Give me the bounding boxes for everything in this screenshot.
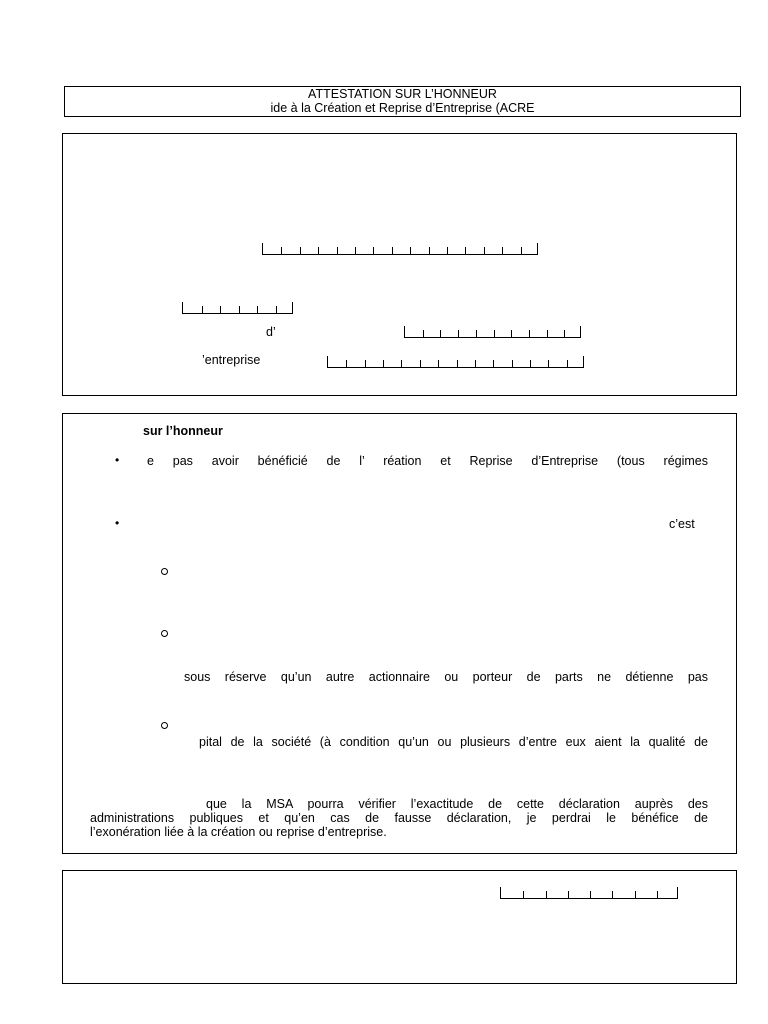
comb-cell-divider xyxy=(300,247,301,254)
comb-cell-divider xyxy=(548,360,549,367)
comb-cell-divider xyxy=(568,891,569,898)
comb-cell-divider xyxy=(355,247,356,254)
comb-cell-divider xyxy=(547,330,548,337)
comb-cell-divider xyxy=(392,247,393,254)
comb-cell-divider xyxy=(635,891,636,898)
sub-bullet-1 xyxy=(161,568,168,575)
comb-cell-divider xyxy=(567,360,568,367)
comb-cell-divider xyxy=(521,247,522,254)
comb-cell-divider xyxy=(429,247,430,254)
comb-cell-divider xyxy=(546,891,547,898)
sub-bullet-2-text: sous réserve qu’un autre actionnaire ou porteur de parts ne détienne pas xyxy=(184,670,708,684)
closing-line-2: administrations publiques et qu’en cas de fausse déclaration, je perdrai le bénéfice de xyxy=(90,811,708,825)
comb-cell-divider xyxy=(493,360,494,367)
comb-cell-divider xyxy=(257,306,258,313)
comb-field-small[interactable] xyxy=(182,302,293,314)
comb-cell-divider xyxy=(239,306,240,313)
comb-cell-divider xyxy=(420,360,421,367)
comb-cell-divider xyxy=(484,247,485,254)
comb-cell-divider xyxy=(276,306,277,313)
bullet-1: • xyxy=(115,453,120,467)
comb-cell-divider xyxy=(281,247,282,254)
title-line-2: ide à la Création et Reprise d’Entreprise (ACRE xyxy=(270,101,535,115)
comb-cell-divider xyxy=(523,891,524,898)
comb-cell-divider xyxy=(476,330,477,337)
comb-cell-divider xyxy=(401,360,402,367)
comb-field-entreprise[interactable] xyxy=(327,356,584,368)
comb-cell-divider xyxy=(365,360,366,367)
comb-cell-divider xyxy=(383,360,384,367)
sub-bullet-2 xyxy=(161,630,168,637)
comb-field-top[interactable] xyxy=(262,243,538,255)
comb-cell-divider xyxy=(458,330,459,337)
comb-cell-divider xyxy=(612,891,613,898)
comb-cell-divider xyxy=(590,891,591,898)
comb-field-d[interactable] xyxy=(404,326,581,338)
sub-bullet-3-text: pital de la société (à condition qu’un ou plusieurs d’entre eux aient la qualité de xyxy=(199,735,708,749)
comb-cell-divider xyxy=(657,891,658,898)
comb-cell-divider xyxy=(465,247,466,254)
sub-bullet-3 xyxy=(161,722,168,729)
label-entreprise: ’entreprise xyxy=(202,353,261,367)
comb-cell-divider xyxy=(512,360,513,367)
comb-cell-divider xyxy=(220,306,221,313)
comb-cell-divider xyxy=(202,306,203,313)
comb-cell-divider xyxy=(346,360,347,367)
bullet-1-text: e pas avoir bénéficié de l’ réation et Reprise d’Entreprise (tous régimes xyxy=(147,454,708,468)
closing-line-3: l’exonération liée à la création ou reprise d’entreprise. xyxy=(90,825,387,839)
closing-line-1: que la MSA pourra vérifier l’exactitude de cette déclaration auprès des xyxy=(206,797,708,811)
comb-cell-divider xyxy=(447,247,448,254)
comb-cell-divider xyxy=(475,360,476,367)
comb-cell-divider xyxy=(373,247,374,254)
declaration-heading: sur l’honneur xyxy=(143,424,223,438)
comb-cell-divider xyxy=(410,247,411,254)
comb-cell-divider xyxy=(337,247,338,254)
comb-cell-divider xyxy=(423,330,424,337)
label-d: d’ xyxy=(266,325,276,339)
comb-cell-divider xyxy=(511,330,512,337)
comb-cell-divider xyxy=(440,330,441,337)
comb-cell-divider xyxy=(494,330,495,337)
comb-cell-divider xyxy=(529,330,530,337)
comb-cell-divider xyxy=(502,247,503,254)
title-box xyxy=(64,86,741,117)
comb-cell-divider xyxy=(564,330,565,337)
comb-cell-divider xyxy=(438,360,439,367)
comb-cell-divider xyxy=(457,360,458,367)
comb-field-date[interactable] xyxy=(500,887,678,899)
comb-cell-divider xyxy=(530,360,531,367)
title-line-1: ATTESTATION SUR L’HONNEUR xyxy=(308,87,497,101)
comb-cell-divider xyxy=(318,247,319,254)
bullet-2: • xyxy=(115,516,120,530)
bullet-2-tail: c’est xyxy=(669,517,695,531)
